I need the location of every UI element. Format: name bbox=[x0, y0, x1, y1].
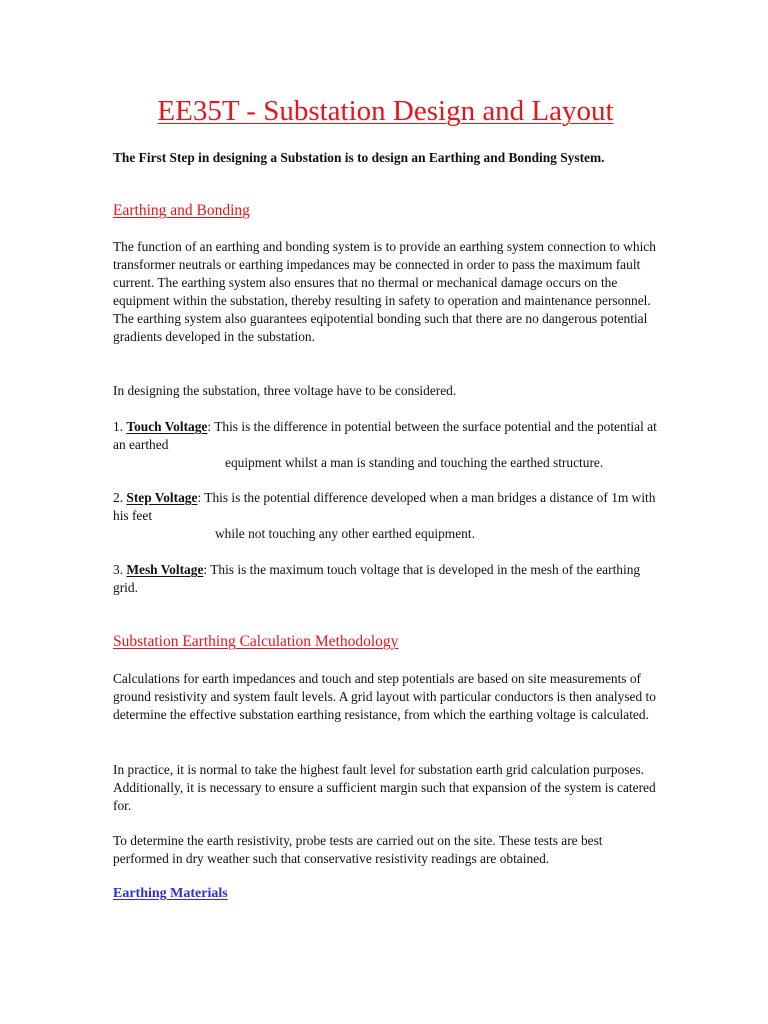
methodology-paragraph-3: To determine the earth resistivity, probe tests are carried out on the site. These tests are best performed in dry weather such that conservative resistivity readings are obtained. bbox=[113, 833, 603, 866]
voltages-intro-paragraph: In designing the substation, three voltage have to be considered. bbox=[113, 383, 457, 398]
term-description-continued: equipment whilst a man is standing and touching the earthed structure. bbox=[225, 455, 604, 470]
methodology-paragraph-2: In practice, it is normal to take the highest fault level for substation earth grid calculation purposes. Additionally, it is necessary to ensure a sufficient margin such that expansion of the system is catered for. bbox=[113, 762, 656, 813]
term-touch-voltage: Touch Voltage bbox=[126, 419, 208, 434]
list-item-step-voltage bbox=[113, 489, 658, 543]
list-number: 1. bbox=[113, 419, 127, 434]
page-title: EE35T - Substation Design and Layout bbox=[157, 95, 614, 127]
intro-text: The First Step in designing a Substation is to design an Earthing and Bonding System. bbox=[113, 150, 605, 165]
term-description: : This is the maximum touch voltage that is developed in the mesh of the earthing grid. bbox=[113, 562, 641, 595]
heading-earthing-bonding: Earthing and Bonding bbox=[113, 202, 250, 219]
list-number: 2. bbox=[113, 490, 127, 505]
link-earthing-materials[interactable]: Earthing Materials bbox=[113, 886, 228, 901]
term-step-voltage: Step Voltage bbox=[126, 490, 198, 505]
list-item-mesh-voltage bbox=[113, 561, 658, 597]
earthing-bonding-paragraph: The function of an earthing and bonding system is to provide an earthing system connection to which transformer neutrals or earthing impedances may be connected in order to pass the maximum fault current. The earthing system also ensures that no thermal or mechanical damage occurs on the equipment within the substation, thereby resulting in safety to operation and maintenance personnel. The earthing system also guarantees eqipotential bonding such that there are no dangerous potential gradients developed in the substation. bbox=[113, 239, 656, 344]
list-number: 3. bbox=[113, 562, 127, 577]
methodology-paragraph-1: Calculations for earth impedances and touch and step potentials are based on site measurements of ground resistivity and system fault levels. A grid layout with particular conductors is then analysed to determine the effective substation earthing resistance, from which the earthing voltage is calculated. bbox=[113, 671, 656, 722]
term-description-continued: while not touching any other earthed equipment. bbox=[215, 526, 475, 541]
list-item-touch-voltage bbox=[113, 418, 658, 472]
term-mesh-voltage: Mesh Voltage bbox=[126, 562, 204, 577]
heading-calculation-methodology: Substation Earthing Calculation Methodology bbox=[113, 633, 399, 650]
term-description: : This is the difference in potential between the surface potential and the potential at an earthed bbox=[113, 419, 657, 452]
term-description: : This is the potential difference developed when a man bridges a distance of 1m with his feet bbox=[113, 490, 656, 523]
